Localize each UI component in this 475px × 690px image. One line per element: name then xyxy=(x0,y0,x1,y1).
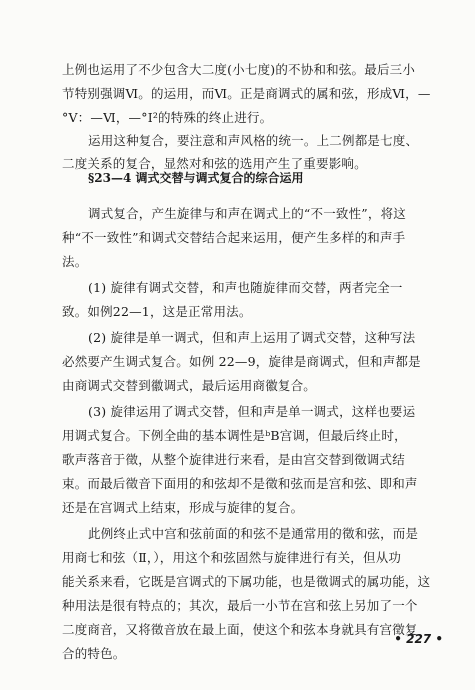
text-line: (2) 旋律是单一调式，但和声上运用了调式交替，这种写法 xyxy=(88,330,416,345)
text-line: 由商调式交替到徽调式，最后运用商徽复合。 xyxy=(62,378,317,393)
text-line: 调式复合，产生旋律与和声在调式上的“不一致性”，将这 xyxy=(88,206,406,221)
text-line: 节特别强调Ⅵ。的运用，而Ⅵ。正是商调式的属和弦，形成Ⅵ，— xyxy=(62,86,431,101)
text-line: °Ⅴ：—Ⅵ，—°Ⅰ²的特殊的终止进行。 xyxy=(62,110,273,125)
text-line: 歌声落音于徵，从整个旋律进行来看，是由宫交替到徵调式结 xyxy=(62,452,405,467)
text-line: 二度商音，又将徵音放在最上面，使这个和弦本身就具有宫徵复 xyxy=(62,622,418,637)
text-line: 致。如例22—1，这是正常用法。 xyxy=(62,304,252,319)
text-line: 用调式复合。下例全曲的基本调性是ᵇB宫调，但最后终止时， xyxy=(62,428,407,443)
text-line: 能关系来看，它既是宫调式的下属功能，也是徵调式的属功能，这 xyxy=(62,574,431,589)
text-line: (1) 旋律有调式交替，和声也随旋律而交替，两者完全一 xyxy=(88,280,403,295)
text-line: 上例也运用了不少包含大二度(小七度)的不协和和弦。最后三小 xyxy=(62,62,416,77)
text-line: 运用这种复合，要注意和声风格的统一。上二例都是七度、 xyxy=(88,133,419,148)
text-line: 种用法是很有特点的；其次，最后一小节在宫和弦上另加了一个 xyxy=(62,598,418,613)
text-line: 种“不一致性”和调式交替结合起来运用，便产生多样的和声手 xyxy=(62,230,406,245)
text-line: (3) 旋律运用了调式交替，但和声是单一调式，这样也要运 xyxy=(88,404,416,419)
text-line: 必然要产生调式复合。如例 22—9，旋律是商调式，但和声都是 xyxy=(62,354,421,369)
text-line: 此例终止式中宫和弦前面的和弦不是通常用的徵和弦，而是 xyxy=(88,526,419,541)
section-heading: §23—4 调式交替与调式复合的综合运用 xyxy=(88,171,304,185)
text-line: 束。而最后徵音下面用的和弦却不是徵和弦而是宫和弦、即和声 xyxy=(62,476,418,491)
text-line: 用商七和弦（Ⅱ，），用这个和弦固然与旋律进行有关，但从功 xyxy=(62,550,402,565)
text-line: 合的特色。 xyxy=(62,646,126,661)
text-line: 还是在宫调式上结束，形成与旋律的复合。 xyxy=(62,500,304,515)
text-line: 法。 xyxy=(62,254,88,269)
text-line: 二度关系的复合，显然对和弦的选用产生了重要影响。 xyxy=(62,156,367,171)
page-number: • 227 • xyxy=(394,632,443,646)
